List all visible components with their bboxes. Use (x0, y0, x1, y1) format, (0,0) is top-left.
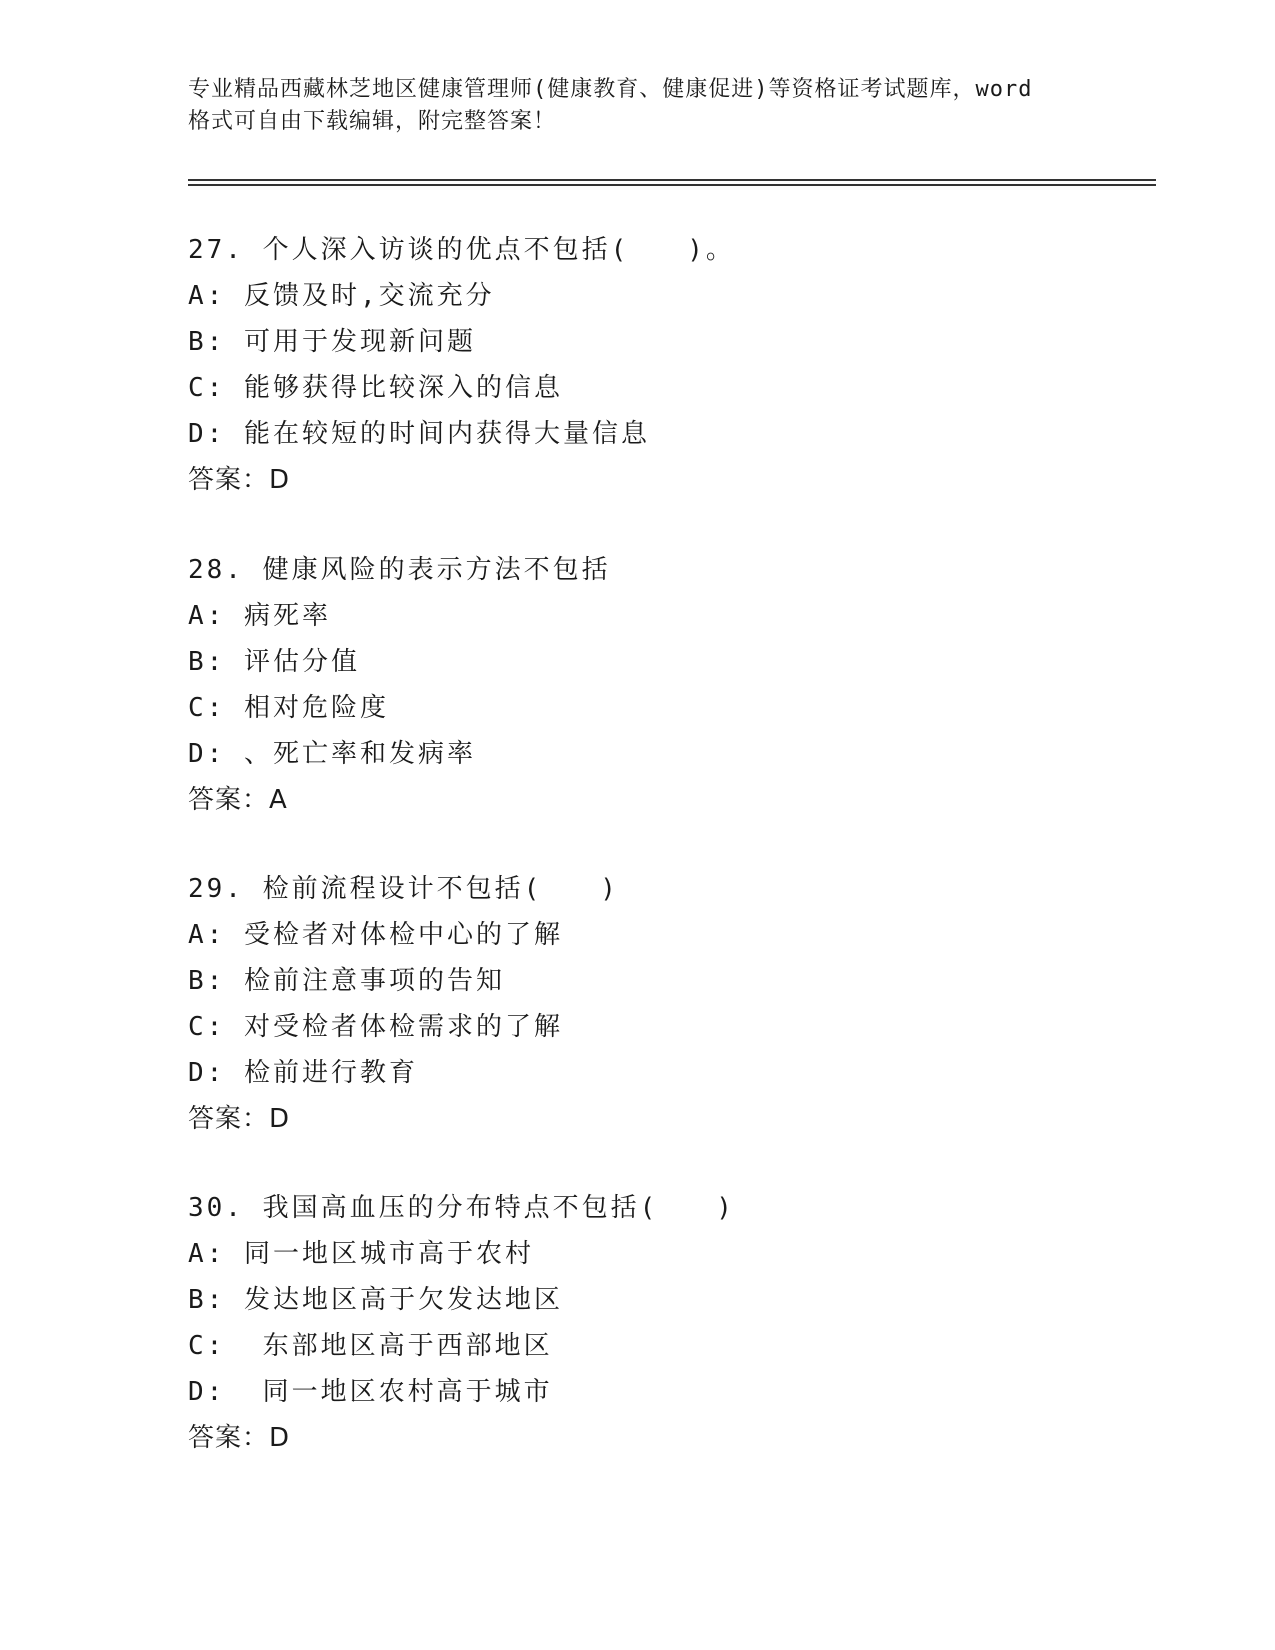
option-c: C: 对受检者体检需求的了解 (188, 1012, 563, 1042)
header-divider-bottom (188, 184, 1156, 186)
option-a: A: 病死率 (188, 601, 331, 631)
question-block-28 (188, 547, 1088, 823)
option-b: B: 评估分值 (188, 647, 360, 677)
answer: 答案：A (188, 785, 288, 815)
option-c: C: 东部地区高于西部地区 (188, 1331, 553, 1361)
option-b: B: 发达地区高于欠发达地区 (188, 1285, 563, 1315)
question-block-29 (188, 866, 1088, 1142)
option-d: D: 能在较短的时间内获得大量信息 (188, 419, 650, 449)
question-block-27 (188, 227, 1088, 503)
answer: 答案：D (188, 1423, 291, 1453)
option-d: D: 同一地区农村高于城市 (188, 1377, 553, 1407)
option-a: A: 受检者对体检中心的了解 (188, 920, 563, 950)
option-d: D: 检前进行教育 (188, 1058, 418, 1088)
option-a: A: 反馈及时,交流充分 (188, 281, 495, 311)
answer: 答案：D (188, 1104, 291, 1134)
option-b: B: 检前注意事项的告知 (188, 966, 505, 996)
document-header (188, 74, 1108, 138)
option-b: B: 可用于发现新问题 (188, 327, 476, 357)
header-divider-top (188, 179, 1156, 181)
question-title: 28. 健康风险的表示方法不包括 (188, 555, 611, 585)
header-line-2: 格式可自由下载编辑，附完整答案！ (188, 109, 557, 134)
question-title: 27. 个人深入访谈的优点不包括( )。 (188, 235, 735, 265)
answer: 答案：D (188, 465, 291, 495)
question-title: 30. 我国高血压的分布特点不包括( ) (188, 1193, 735, 1223)
header-line-1: 专业精品西藏林芝地区健康管理师(健康教育、健康促进)等资格证考试题库，word (188, 77, 1033, 102)
option-c: C: 能够获得比较深入的信息 (188, 373, 563, 403)
option-a: A: 同一地区城市高于农村 (188, 1239, 534, 1269)
question-block-30 (188, 1185, 1088, 1461)
option-c: C: 相对危险度 (188, 693, 389, 723)
question-title: 29. 检前流程设计不包括( ) (188, 874, 619, 904)
option-d: D: 、死亡率和发病率 (188, 739, 476, 769)
